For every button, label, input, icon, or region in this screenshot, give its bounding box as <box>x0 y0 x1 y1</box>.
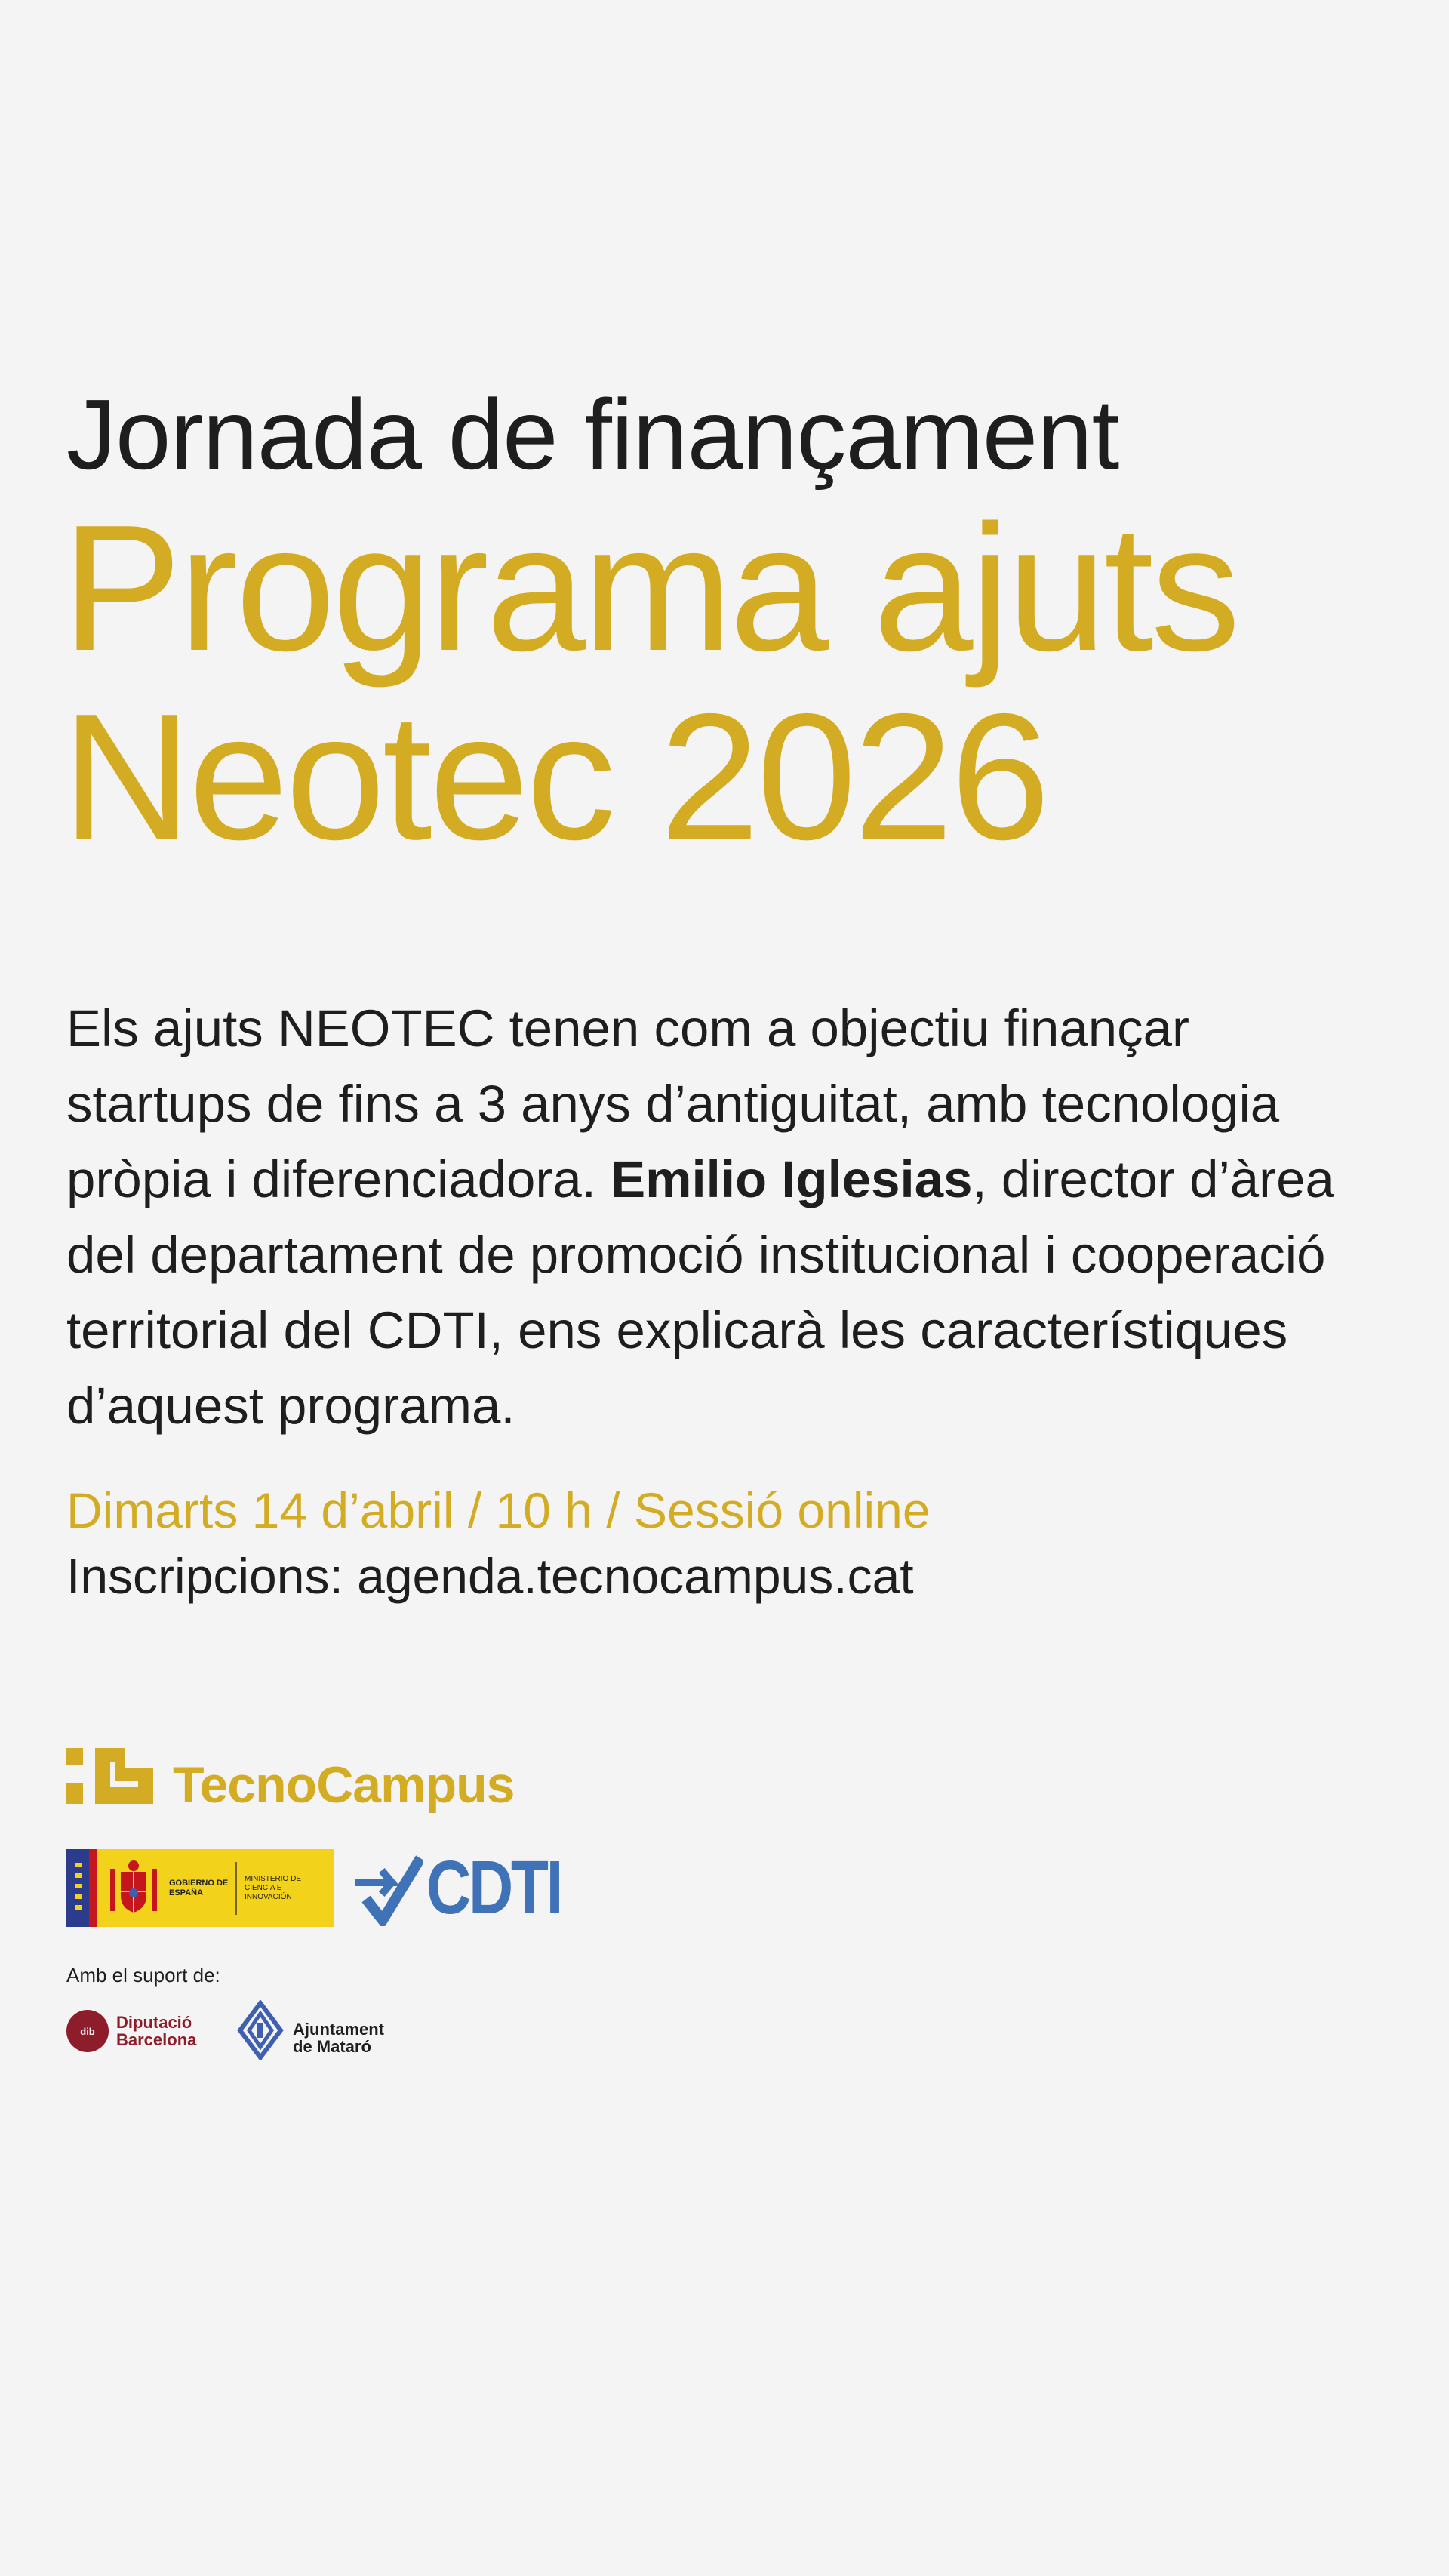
cdti-wordmark: CDTI <box>426 1845 561 1930</box>
institutional-logos <box>66 1845 590 1931</box>
gov-divider <box>235 1862 237 1915</box>
gobierno-espana-logo <box>66 1849 334 1927</box>
event-kicker: Jornada de finançament <box>66 379 1119 490</box>
tecnocampus-wordmark: TecnoCampus <box>173 1756 515 1814</box>
headline-line-1: Programa ajuts <box>62 488 1238 688</box>
coat-of-arms-icon <box>107 1858 160 1919</box>
support-label: Amb el suport de: <box>66 1964 220 1987</box>
flag-stripe <box>89 1849 97 1927</box>
description-part-2: , director d’àrea del departament de promoció institucional i cooperació territorial del CDTI, ens explicarà les característiques d’aquest programa. <box>66 1150 1334 1435</box>
diputacio-badge-icon: dib <box>66 2010 109 2052</box>
ajuntament-line-2: de Mataró <box>293 2037 371 2056</box>
diputacio-barcelona-logo <box>66 2010 196 2052</box>
cdti-logo <box>355 1845 590 1931</box>
diputacio-line-1: Diputació <box>116 2013 192 2032</box>
ajuntament-line-1: Ajuntament <box>293 2020 384 2039</box>
speaker-name: Emilio Iglesias <box>611 1150 973 1208</box>
description-part-1: Els ajuts NEOTEC tenen com a objectiu finançar startups de fins a 3 anys d’antiguitat, amb tecnologia pròpia i diferenciadora. <box>66 999 1280 1208</box>
ajuntament-mataro-logo <box>234 2000 384 2060</box>
headline-line-2: Neotec 2026 <box>62 677 1048 877</box>
tecnocampus-mark-icon <box>66 1748 153 1808</box>
registration-info[interactable]: Inscripcions: agenda.tecnocampus.cat <box>66 1548 914 1604</box>
event-date-line: Dimarts 14 d’abril / 10 h / Sessió online <box>66 1482 931 1538</box>
ajuntament-name <box>293 2020 384 2055</box>
event-headline <box>62 488 1238 877</box>
diputacio-line-2: Barcelona <box>116 2030 197 2049</box>
cdti-mark-icon <box>355 1851 423 1926</box>
diputacio-name <box>116 2014 196 2048</box>
tecnocampus-logo <box>66 1742 514 1814</box>
ministerio-label: MINISTERIO DE CIENCIA E INNOVACIÓN <box>245 1874 302 1901</box>
event-description <box>66 991 1364 1444</box>
mataro-emblem-icon <box>234 2000 287 2060</box>
gobierno-label: GOBIERNO DE ESPAÑA <box>169 1878 229 1897</box>
eu-flag-icon <box>66 1849 89 1927</box>
